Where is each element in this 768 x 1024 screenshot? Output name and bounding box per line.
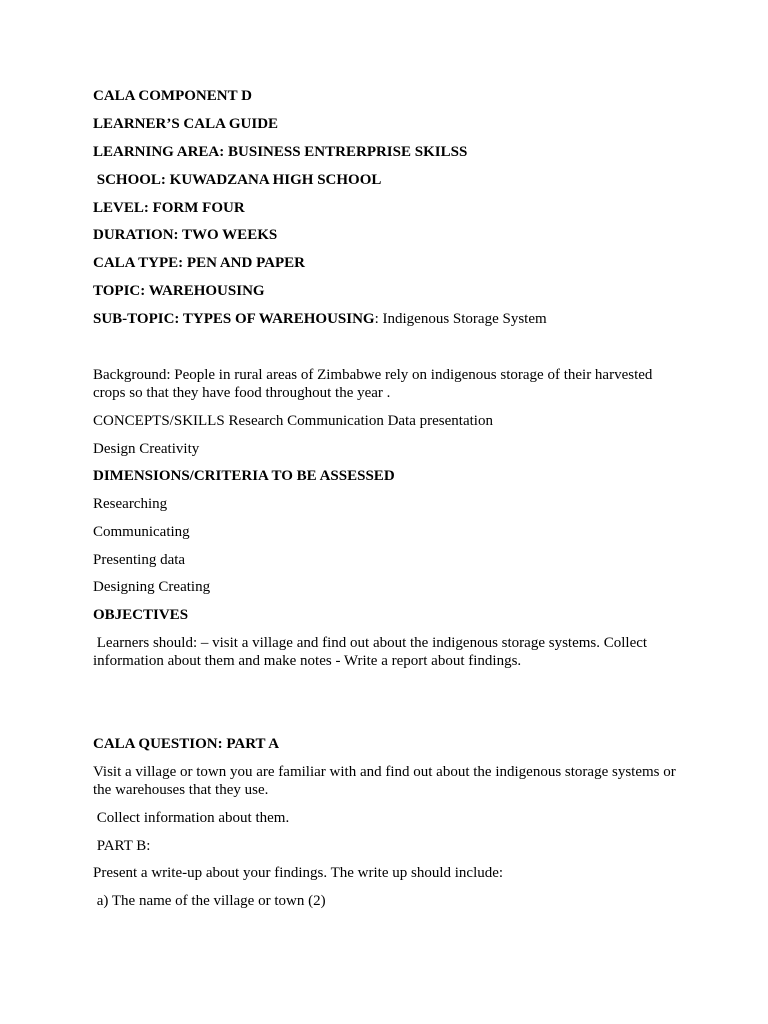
objectives-text: Learners should: – visit a village and find out about the indigenous storage systems. Collect information about them and make notes - Write a report about findings. [93,635,651,669]
component-title: CALA COMPONENT D [93,88,252,104]
dimensions-heading: DIMENSIONS/CRITERIA TO BE ASSESSED [93,468,395,484]
present-writeup: Present a write-up about your findings. The write up should include: [93,865,504,881]
part-b-heading: PART B: [93,838,151,854]
duration: DURATION: TWO WEEKS [93,227,278,243]
topic: TOPIC: WAREHOUSING [93,283,265,299]
writeup-item-a: a) The name of the village or town (2) [93,893,326,909]
learning-area: LEARNING AREA: BUSINESS ENTRERPRISE SKILSS [93,144,468,160]
subtopic-value: : Indigenous Storage System [374,311,547,327]
level: LEVEL: FORM FOUR [93,200,245,216]
collect-information: Collect information about them. [93,810,290,826]
cala-type: CALA TYPE: PEN AND PAPER [93,255,305,271]
subtopic [93,310,683,328]
concepts-skills: CONCEPTS/SKILLS Research Communication Data presentation [93,413,493,429]
criteria-item: Researching [93,496,168,512]
design-creativity: Design Creativity [93,441,200,457]
background-paragraph: Background: People in rural areas of Zimbabwe rely on indigenous storage of their harvested crops so that they have food throughout the year . [93,367,653,401]
part-a-text: Visit a village or town you are familiar with and find out about the indigenous storage systems or the warehouses that they use. [93,764,676,798]
school: SCHOOL: KUWADZANA HIGH SCHOOL [93,172,382,188]
subtopic-label: SUB-TOPIC: TYPES OF WAREHOUSING [93,311,375,327]
criteria-item: Presenting data [93,552,186,568]
criteria-item: Designing Creating [93,579,211,595]
criteria-item: Communicating [93,524,190,540]
guide-title: LEARNER’S CALA GUIDE [93,116,279,132]
objectives-heading: OBJECTIVES [93,607,189,623]
part-a-heading: CALA QUESTION: PART A [93,736,280,752]
